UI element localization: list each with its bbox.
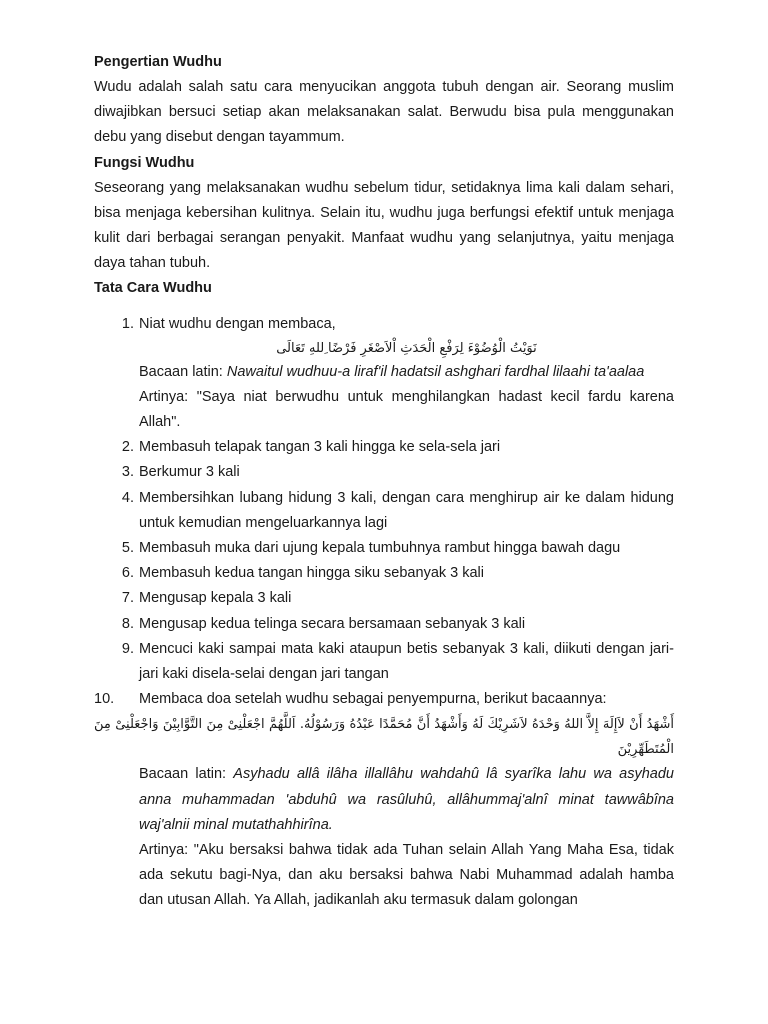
heading-tata-cara: Tata Cara Wudhu xyxy=(94,280,212,297)
doa-arti xyxy=(139,838,674,914)
list-item xyxy=(94,536,674,561)
list-text: Mengusap kedua telinga secara bersamaan sebanyak 3 kali xyxy=(139,615,526,632)
list-number: 6. xyxy=(121,565,134,582)
list-number: 9. xyxy=(121,640,134,657)
list-item xyxy=(94,486,674,536)
heading-pengertian: Pengertian Wudhu xyxy=(94,54,222,70)
doa-latin-text: Asyhadu allâ ilâha illallâhu wahdahû lâ syarîka lahu wa asyhadu anna muhammadan 'abduhû wa rasûluhû, allâhummaj'alnî minat tawwâbîna waj'alnii minal mutathahhirîna. xyxy=(139,766,675,833)
doa-latin-label: Bacaan latin: xyxy=(139,766,227,783)
niat-arti xyxy=(139,385,674,435)
list-number: 8. xyxy=(121,615,134,632)
doa-arti-label: Artinya: xyxy=(139,842,189,859)
list-item xyxy=(94,460,674,485)
niat-arabic: نَوَيْتُ الْوُضُوْءَ لِرَفْعِ الْحَدَثِ اْلاَصْغَرِ فَرْضًا ِللهِ تَعَالَى xyxy=(276,340,537,356)
list-text: Niat wudhu dengan membaca, xyxy=(139,316,336,333)
list-number: 1. xyxy=(121,316,134,333)
document-content xyxy=(94,50,674,914)
list-text: Membasuh telapak tangan 3 kali hingga ke sela-sela jari xyxy=(139,439,501,456)
paragraph-fungsi: Seseorang yang melaksanakan wudhu sebelum tidur, setidaknya lima kali dalam sehari, bisa menjaga kebersihan kulitnya. Selain itu, wudhu juga berfungsi efektif untuk menjaga kulit dari berbagai serangan penyakit. Manfaat wudhu yang selanjutnya, yaitu menjaga daya tahan tubuh. xyxy=(94,179,674,272)
list-text: Membersihkan lubang hidung 3 kali, dengan cara menghirup air ke dalam hidung untuk kemudian mengeluarkannya lagi xyxy=(139,489,674,531)
niat-latin xyxy=(139,360,674,385)
list-number: 2. xyxy=(121,439,134,456)
list-text: Berkumur 3 kali xyxy=(139,464,240,481)
list-item xyxy=(94,561,674,586)
list-text: Membaca doa setelah wudhu sebagai penyempurna, berikut bacaannya: xyxy=(139,691,607,708)
list-item xyxy=(94,637,674,687)
list-item xyxy=(94,312,674,435)
list-text: Mencuci kaki sampai mata kaki ataupun betis sebanyak 3 kali, diikuti dengan jari-jari kaki disela-selai dengan jari tangan xyxy=(139,640,674,683)
paragraph-pengertian: Wudu adalah salah satu cara menyucikan anggota tubuh dengan air. Seorang muslim diwajibkan bersuci setiap akan melaksanakan salat. Berwudu bisa pula menggunakan debu yang disebut dengan tayammum. xyxy=(94,79,674,146)
doa-arabic: أَشْهَدُ أَنْ لاَإِلَهَ إِلاَّ اللهُ وَحْدَهُ لاَشَرِيْكَ لَهُ وَأَشْهَدُ أَنَّ مُحَمَّدًا عَبْدُهُ وَرَسُوْلُهُ. اَللَّهُمَّ اجْعَلْنِىْ مِنَ التَّوَّابِيْنَ وَاجْعَلْنِىْ مِنَ الْمُتَطَهِّرِيْنَ xyxy=(94,717,674,758)
list-item xyxy=(94,687,674,913)
niat-latin-label: Bacaan latin: xyxy=(139,363,223,380)
list-number: 10. xyxy=(94,691,115,708)
doa-latin xyxy=(139,762,674,838)
list-text: Membasuh kedua tangan hingga siku sebanyak 3 kali xyxy=(139,565,485,582)
list-number: 4. xyxy=(121,489,134,506)
list-item xyxy=(94,612,674,637)
niat-arti-label: Artinya: xyxy=(139,388,189,405)
list-item xyxy=(94,586,674,611)
list-text: Membasuh muka dari ujung kepala tumbuhnya rambut hingga bawah dagu xyxy=(139,540,621,557)
niat-arti-text: "Saya niat berwudhu untuk menghilangkan hadast kecil fardu karena Allah". xyxy=(139,388,674,431)
niat-latin-text: Nawaitul wudhuu-a liraf'il hadatsil ashghari fardhal lilaahi ta'aalaa xyxy=(226,363,645,380)
doa-arti-text: "Aku bersaksi bahwa tidak ada Tuhan selain Allah Yang Maha Esa, tidak ada sekutu bagi-Nya, dan aku bersaksi bahwa Nabi Muhammad adalah hamba dan utusan Allah. Ya Allah, jadikanlah aku termasuk dalam golongan xyxy=(139,842,675,909)
list-text: Mengusap kepala 3 kali xyxy=(139,590,292,607)
steps-list xyxy=(94,312,674,913)
list-number: 3. xyxy=(121,464,134,481)
heading-fungsi: Fungsi Wudhu xyxy=(94,154,195,171)
list-number: 7. xyxy=(121,590,134,607)
list-item xyxy=(94,435,674,460)
list-number: 5. xyxy=(121,540,134,557)
